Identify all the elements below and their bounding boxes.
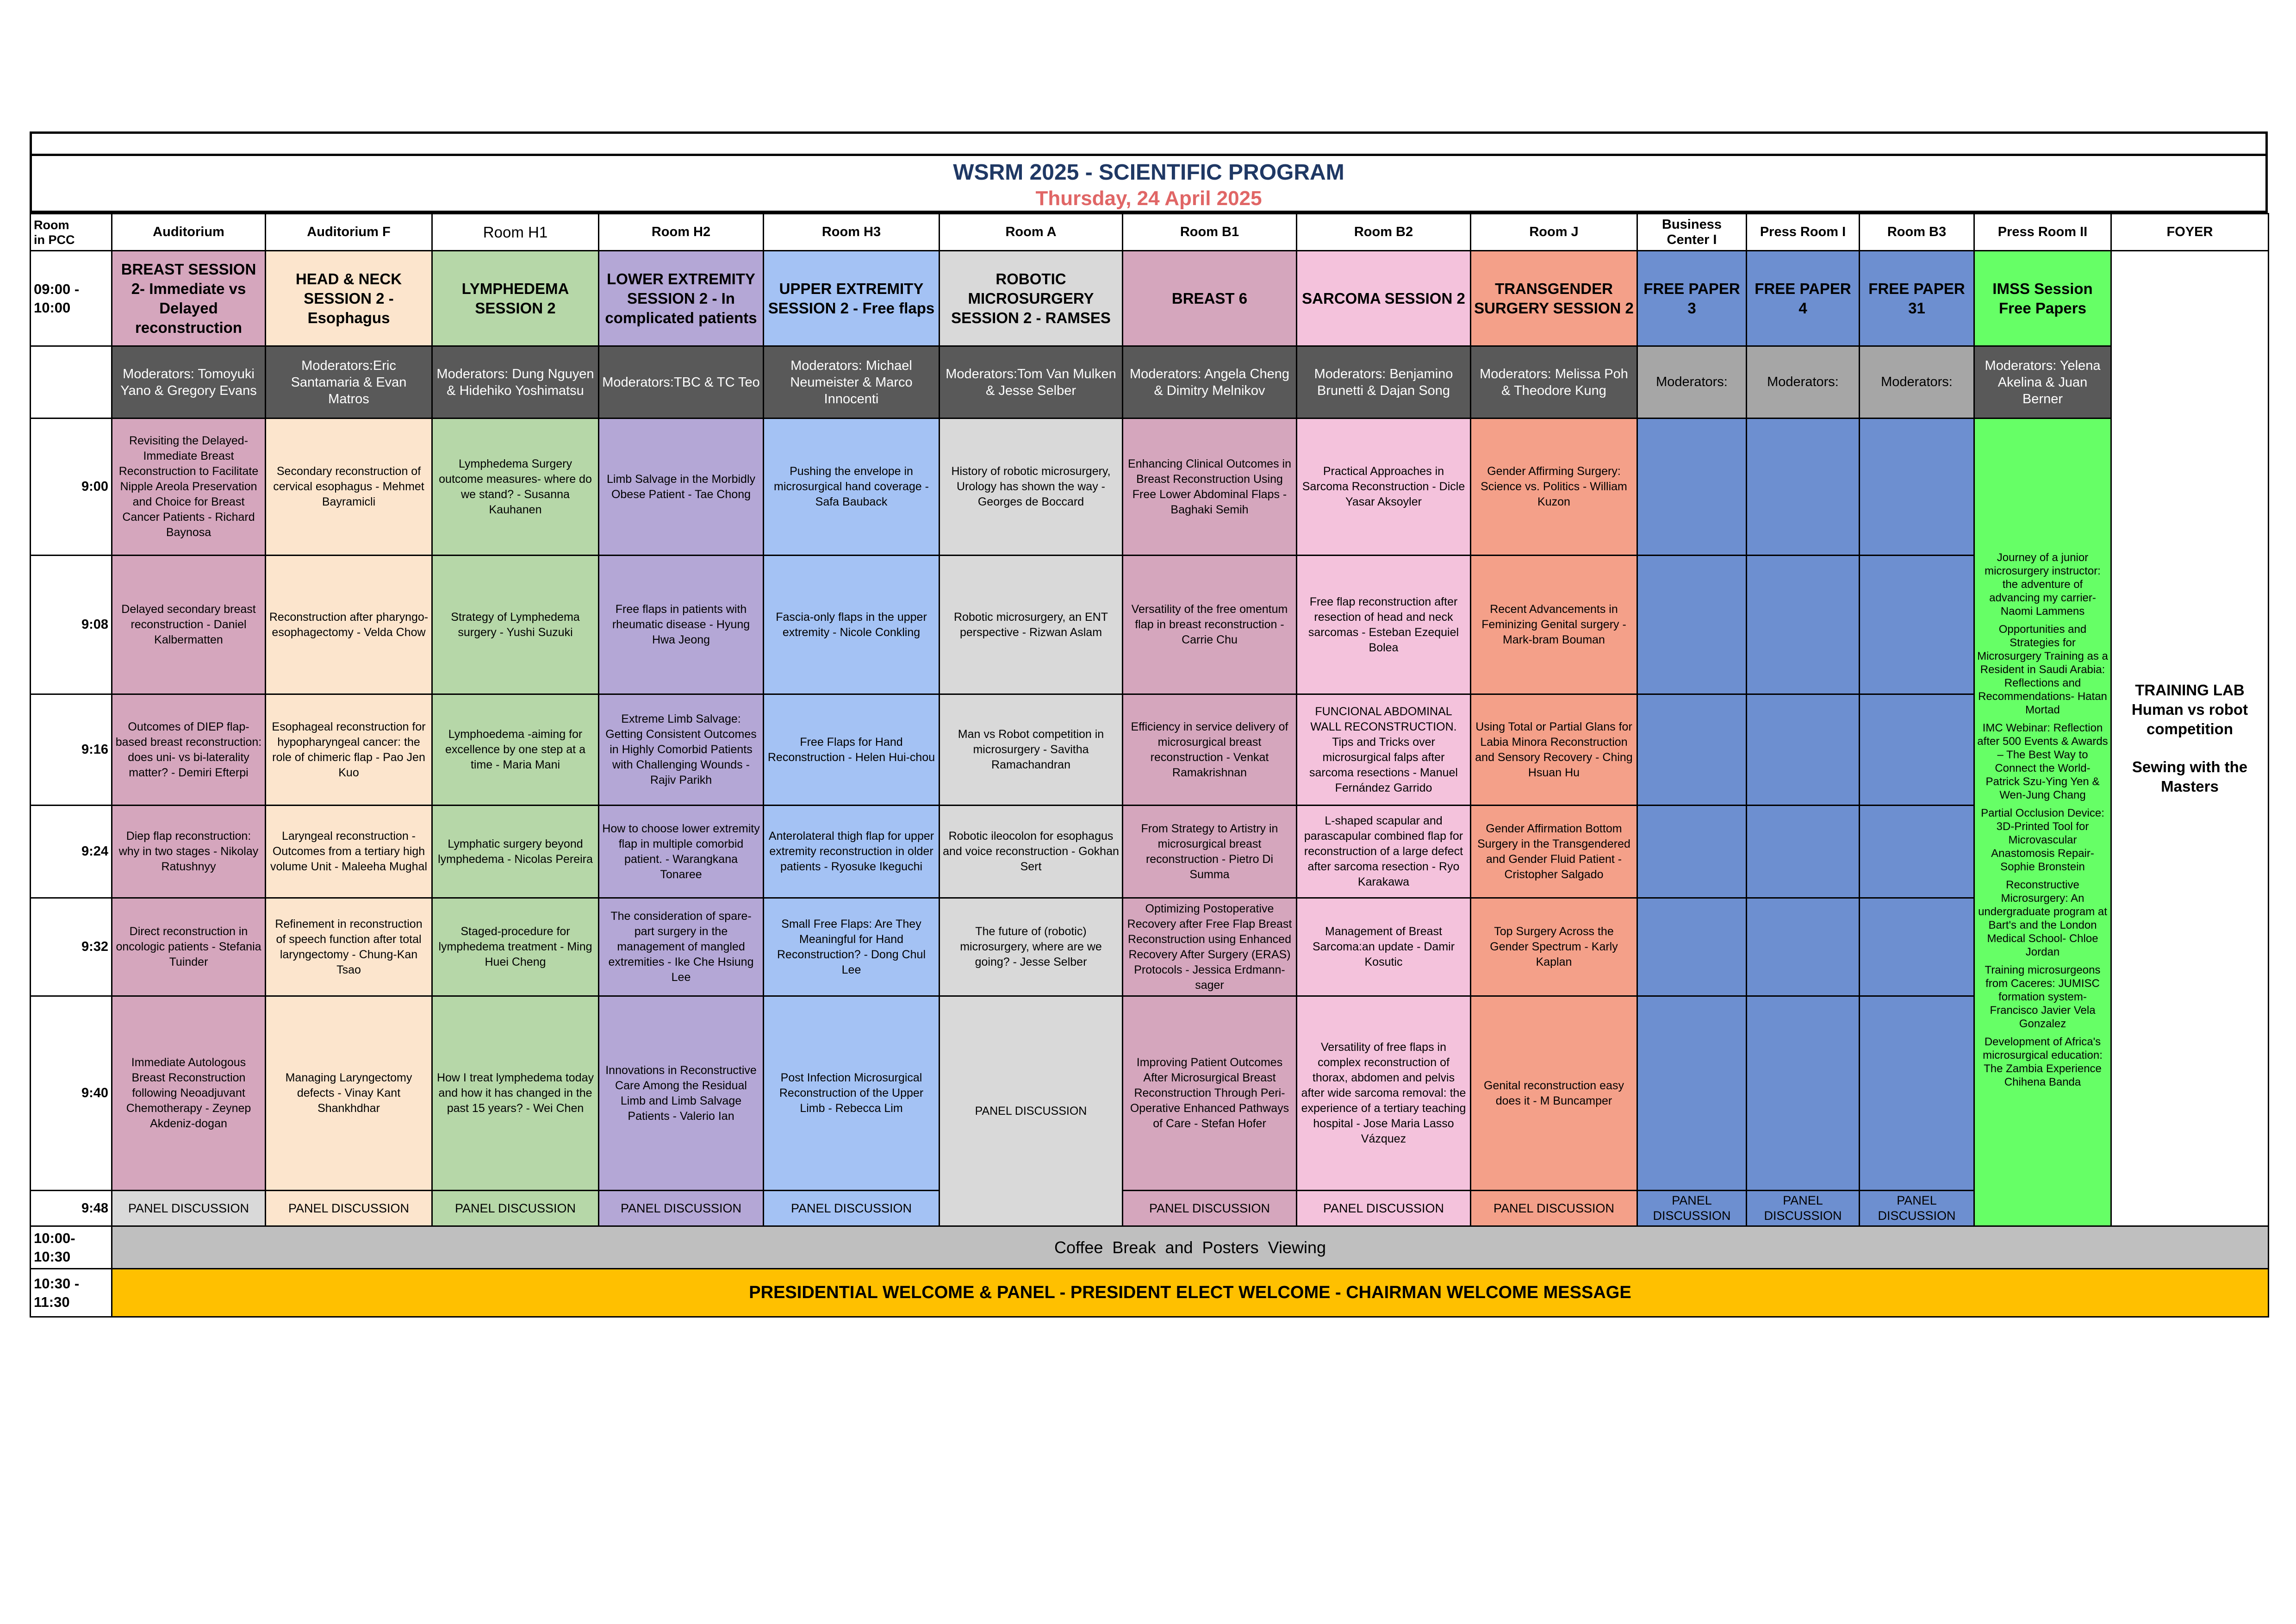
talk-cell: Reconstruction after pharyngo- esophagectomy - Velda Chow [266, 556, 432, 694]
talk-cell: Anterolateral thigh flap for upper extremity reconstruction in older patients - Ryosuke Ikeguchi [764, 806, 940, 898]
empty-slot [1637, 556, 1747, 694]
talk-cell: The consideration of spare-part surgery in the management of mangled extremities - Ike Che Hsiung Lee [599, 898, 764, 996]
imss-talk: Reconstructive Microsurgery: An undergraduate program at Bart's and the London Medical School- Chloe Jordan [1978, 879, 2107, 958]
moderator-row-time [31, 346, 112, 418]
slot-time-1: 9:08 [31, 556, 112, 694]
talk-cell: Extreme Limb Salvage: Getting Consistent Outcomes in Highly Comorbid Patients with Challenging Wounds - Rajiv Parikh [599, 694, 764, 806]
talk-cell: Direct reconstruction in oncologic patients - Stefania Tuinder [112, 898, 266, 996]
empty-slot [1747, 996, 1860, 1191]
panel-discussion-1: PANEL DISCUSSION [266, 1191, 432, 1226]
talk-cell: Managing Laryngectomy defects - Vinay Kant Shankhdhar [266, 996, 432, 1191]
talk-cell: Lymphatic surgery beyond lymphedema - Nicolas Pereira [432, 806, 599, 898]
empty-slot [1747, 418, 1860, 556]
talk-cell: Post Infection Microsurgical Reconstruction of the Upper Limb - Rebecca Lim [764, 996, 940, 1191]
talk-cell: Gender Affirming Surgery: Science vs. Politics - William Kuzon [1471, 418, 1637, 556]
talk-cell: Versatility of free flaps in complex reconstruction of thorax, abdomen and pelvis after wide sarcoma removal: the experience of a tertiary teaching hospital - Jose Maria Lasso Vázquez [1297, 996, 1471, 1191]
panel-discussion-2: PANEL DISCUSSION [432, 1191, 599, 1226]
session-title-4: UPPER EXTREMITY SESSION 2 - Free flaps [764, 251, 940, 346]
talk-cell: Enhancing Clinical Outcomes in Breast Reconstruction Using Free Lower Abdominal Flaps - Baghaki Semih [1123, 418, 1297, 556]
talk-cell: From Strategy to Artistry in microsurgical breast reconstruction - Pietro Di Summa [1123, 806, 1297, 898]
room-header-1: Auditorium F [266, 214, 432, 251]
imss-talk: Journey of a junior microsurgery instructor: the adventure of advancing my carrier- Naomi Lammens [1985, 551, 2101, 618]
talk-cell: The future of (robotic) microsurgery, where are we going? - Jesse Selber [940, 898, 1123, 996]
time-block-1: 09:00 - 10:00 [31, 251, 112, 346]
talk-cell: Fascia-only flaps in the upper extremity - Nicole Conkling [764, 556, 940, 694]
talk-cell: Management of Breast Sarcoma:an update - Damir Kosutic [1297, 898, 1471, 996]
talk-cell: Delayed secondary breast reconstruction - Daniel Kalbermatten [112, 556, 266, 694]
talk-cell: Pushing the envelope in microsurgical hand coverage - Safa Bauback [764, 418, 940, 556]
sheet-top-bar [30, 131, 2268, 154]
talk-cell: Staged-procedure for lymphedema treatment - Ming Huei Cheng [432, 898, 599, 996]
talk-cell: Lymphoedema -aiming for excellence by one step at a time - Maria Mani [432, 694, 599, 806]
panel-discussion-room-a: PANEL DISCUSSION [940, 996, 1123, 1226]
empty-slot [1860, 996, 1974, 1191]
panel-time: 9:48 [31, 1191, 112, 1226]
panel-discussion-10: PANEL DISCUSSION [1747, 1191, 1860, 1226]
schedule-table [30, 213, 2269, 1318]
room-header-3: Room H2 [599, 214, 764, 251]
room-header-12: Press Room II [1974, 214, 2111, 251]
room-header-11: Room B3 [1860, 214, 1974, 251]
talk-cell: Robotic microsurgery, an ENT perspective - Rizwan Aslam [940, 556, 1123, 694]
session-title-1: HEAD & NECK SESSION 2 - Esophagus [266, 251, 432, 346]
room-label: Room in PCC [31, 214, 112, 251]
session-title-12: IMSS Session Free Papers [1974, 251, 2111, 346]
moderators-9: Moderators: [1637, 346, 1747, 418]
room-header-9: Business Center I [1637, 214, 1747, 251]
imss-talk: Opportunities and Strategies for Microsurgery Training as a Resident in Saudi Arabia: Reflections and Recommendations- Hatan Mortad [1977, 623, 2108, 716]
talk-cell: Robotic ileocolon for esophagus and voice reconstruction - Gokhan Sert [940, 806, 1123, 898]
talk-cell: Outcomes of DIEP flap-based breast reconstruction: does uni- vs bi-laterality matter? - Demiri Efterpi [112, 694, 266, 806]
room-header-8: Room J [1471, 214, 1637, 251]
talk-cell: FUNCIONAL ABDOMINAL WALL RECONSTRUCTION. Tips and Tricks over microsurgical falps after sarcoma resections - Manuel Fernández Garrido [1297, 694, 1471, 806]
talk-cell: Efficiency in service delivery of microsurgical breast reconstruction - Venkat Ramakrishnan [1123, 694, 1297, 806]
talk-cell: Limb Salvage in the Morbidly Obese Patient - Tae Chong [599, 418, 764, 556]
moderators-8: Moderators: Melissa Poh & Theodore Kung [1471, 346, 1637, 418]
moderators-0: Moderators: Tomoyuki Yano & Gregory Evans [112, 346, 266, 418]
room-header-10: Press Room I [1747, 214, 1860, 251]
session-title-6: BREAST 6 [1123, 251, 1297, 346]
empty-slot [1747, 694, 1860, 806]
moderators-5: Moderators:Tom Van Mulken & Jesse Selber [940, 346, 1123, 418]
talk-cell: Recent Advancements in Feminizing Genital surgery - Mark-bram Bouman [1471, 556, 1637, 694]
session-title-9: FREE PAPER 3 [1637, 251, 1747, 346]
slot-time-3: 9:24 [31, 806, 112, 898]
talk-cell: Refinement in reconstruction of speech function after total laryngectomy - Chung-Kan Tsao [266, 898, 432, 996]
empty-slot [1860, 898, 1974, 996]
moderators-10: Moderators: [1747, 346, 1860, 418]
talk-cell: Practical Approaches in Sarcoma Reconstruction - Dicle Yasar Aksoyler [1297, 418, 1471, 556]
panel-discussion-7: PANEL DISCUSSION [1297, 1191, 1471, 1226]
empty-slot [1637, 806, 1747, 898]
moderators-2: Moderators: Dung Nguyen & Hidehiko Yoshimatsu [432, 346, 599, 418]
imss-talk: IMC Webinar: Reflection after 500 Events & Awards – The Best Way to Connect the World- Patrick Szu-Ying Yen & Wen-Jung Chang [1977, 722, 2108, 801]
empty-slot [1747, 898, 1860, 996]
talk-cell: Man vs Robot competition in microsurgery - Savitha Ramachandran [940, 694, 1123, 806]
empty-slot [1860, 418, 1974, 556]
session-title-7: SARCOMA SESSION 2 [1297, 251, 1471, 346]
imss-talks-cell [1974, 418, 2111, 1226]
talk-cell: Improving Patient Outcomes After Microsurgical Breast Reconstruction Through Peri-Operative Enhanced Pathways of Care - Stefan Hofer [1123, 996, 1297, 1191]
talk-cell: Lymphedema Surgery outcome measures- where do we stand? - Susanna Kauhanen [432, 418, 599, 556]
empty-slot [1637, 996, 1747, 1191]
talk-cell: Strategy of Lymphedema surgery - Yushi Suzuki [432, 556, 599, 694]
moderators-4: Moderators: Michael Neumeister & Marco Innocenti [764, 346, 940, 418]
foyer-training-lab [2111, 251, 2269, 1226]
talk-cell: Diep flap reconstruction: why in two stages - Nikolay Ratushnyy [112, 806, 266, 898]
moderators-1: Moderators:Eric Santamaria & Evan Matros [266, 346, 432, 418]
talk-cell: History of robotic microsurgery, Urology has shown the way - Georges de Boccard [940, 418, 1123, 556]
room-header-0: Auditorium [112, 214, 266, 251]
empty-slot [1860, 694, 1974, 806]
panel-discussion-6: PANEL DISCUSSION [1123, 1191, 1297, 1226]
panel-discussion-4: PANEL DISCUSSION [764, 1191, 940, 1226]
talk-cell: Revisiting the Delayed-Immediate Breast Reconstruction to Facilitate Nipple Areola Preservation and Choice for Breast Cancer Patients - Richard Baynosa [112, 418, 266, 556]
sewing-with-masters: Sewing with the Masters [2132, 758, 2248, 795]
coffee-time: 10:00- 10:30 [31, 1226, 112, 1269]
panel-discussion-8: PANEL DISCUSSION [1471, 1191, 1637, 1226]
talk-cell: Gender Affirmation Bottom Surgery in the Transgendered and Gender Fluid Patient - Cristopher Salgado [1471, 806, 1637, 898]
presidential-welcome: PRESIDENTIAL WELCOME & PANEL - PRESIDENT ELECT WELCOME - CHAIRMAN WELCOME MESSAGE [112, 1269, 2269, 1317]
moderators-7: Moderators: Benjamino Brunetti & Dajan Song [1297, 346, 1471, 418]
training-lab-title: TRAINING LAB Human vs robot competition [2131, 681, 2248, 737]
room-header-4: Room H3 [764, 214, 940, 251]
session-title-5: ROBOTIC MICROSURGERY SESSION 2 - RAMSES [940, 251, 1123, 346]
talk-cell: Esophageal reconstruction for hypopharyngeal cancer: the role of chimeric flap - Pao Jen Kuo [266, 694, 432, 806]
talk-cell: Free Flaps for Hand Reconstruction - Helen Hui-chou [764, 694, 940, 806]
imss-talk: Partial Occlusion Device: 3D-Printed Tool for Microvascular Anastomosis Repair- Sophie Bronstein [1981, 807, 2104, 873]
room-header-13: FOYER [2111, 214, 2269, 251]
talk-cell: Free flap reconstruction after resection of head and neck sarcomas - Esteban Ezequiel Bolea [1297, 556, 1471, 694]
talk-cell: Immediate Autologous Breast Reconstruction following Neoadjuvant Chemotherapy - Zeynep Akdeniz-dogan [112, 996, 266, 1191]
talk-cell: Using Total or Partial Glans for Labia Minora Reconstruction and Sensory Recovery - Ching Hsuan Hu [1471, 694, 1637, 806]
empty-slot [1860, 556, 1974, 694]
room-header-6: Room B1 [1123, 214, 1297, 251]
session-title-11: FREE PAPER 31 [1860, 251, 1974, 346]
panel-discussion-0: PANEL DISCUSSION [112, 1191, 266, 1226]
room-header-5: Room A [940, 214, 1123, 251]
talk-cell: Free flaps in patients with rheumatic disease - Hyung Hwa Jeong [599, 556, 764, 694]
talk-cell: How I treat lymphedema today and how it has changed in the past 15 years? - Wei Chen [432, 996, 599, 1191]
session-title-2: LYMPHEDEMA SESSION 2 [432, 251, 599, 346]
room-header-2: Room H1 [432, 214, 599, 251]
page-subtitle: Thursday, 24 April 2025 [1035, 187, 1262, 210]
title-box [30, 154, 2268, 213]
moderators-11: Moderators: [1860, 346, 1974, 418]
talk-cell: L-shaped scapular and parascapular combined flap for reconstruction of a large defect after sarcoma resection - Ryo Karakawa [1297, 806, 1471, 898]
moderators-3: Moderators:TBC & TC Teo [599, 346, 764, 418]
talk-cell: Small Free Flaps: Are They Meaningful for Hand Reconstruction? - Dong Chul Lee [764, 898, 940, 996]
talk-cell: Top Surgery Across the Gender Spectrum - Karly Kaplan [1471, 898, 1637, 996]
slot-time-5: 9:40 [31, 996, 112, 1191]
imss-talk: Development of Africa's microsurgical education: The Zambia Experience Chihena Banda [1983, 1036, 2103, 1088]
moderators-12: Moderators: Yelena Akelina & Juan Berner [1974, 346, 2111, 418]
slot-time-4: 9:32 [31, 898, 112, 996]
empty-slot [1860, 806, 1974, 898]
empty-slot [1637, 418, 1747, 556]
empty-slot [1637, 898, 1747, 996]
talk-cell: Optimizing Postoperative Recovery after Free Flap Breast Reconstruction using Enhanced Recovery After Surgery (ERAS) Protocols - Jessica Erdmann-sager [1123, 898, 1297, 996]
talk-cell: Genital reconstruction easy does it - M Buncamper [1471, 996, 1637, 1191]
session-title-0: BREAST SESSION 2- Immediate vs Delayed reconstruction [112, 251, 266, 346]
session-title-3: LOWER EXTREMITY SESSION 2 - In complicated patients [599, 251, 764, 346]
session-title-8: TRANSGENDER SURGERY SESSION 2 [1471, 251, 1637, 346]
empty-slot [1747, 556, 1860, 694]
welcome-time: 10:30 - 11:30 [31, 1269, 112, 1317]
program-sheet [30, 131, 2268, 1318]
room-header-7: Room B2 [1297, 214, 1471, 251]
slot-time-0: 9:00 [31, 418, 112, 556]
panel-discussion-11: PANEL DISCUSSION [1860, 1191, 1974, 1226]
moderators-6: Moderators: Angela Cheng & Dimitry Melnikov [1123, 346, 1297, 418]
panel-discussion-3: PANEL DISCUSSION [599, 1191, 764, 1226]
talk-cell: Laryngeal reconstruction - Outcomes from a tertiary high volume Unit - Maleeha Mughal [266, 806, 432, 898]
empty-slot [1747, 806, 1860, 898]
coffee-break: Coffee Break and Posters Viewing [112, 1226, 2269, 1269]
talk-cell: Secondary reconstruction of cervical esophagus - Mehmet Bayramicli [266, 418, 432, 556]
slot-time-2: 9:16 [31, 694, 112, 806]
talk-cell: How to choose lower extremity flap in multiple comorbid patient. - Warangkana Tonaree [599, 806, 764, 898]
panel-discussion-9: PANEL DISCUSSION [1637, 1191, 1747, 1226]
empty-slot [1637, 694, 1747, 806]
talk-cell: Versatility of the free omentum flap in breast reconstruction - Carrie Chu [1123, 556, 1297, 694]
session-title-10: FREE PAPER 4 [1747, 251, 1860, 346]
talk-cell: Innovations in Reconstructive Care Among the Residual Limb and Limb Salvage Patients - Valerio Ian [599, 996, 764, 1191]
page-title: WSRM 2025 - SCIENTIFIC PROGRAM [953, 160, 1344, 185]
imss-talk: Training microsurgeons from Caceres: JUMISC formation system- Francisco Javier Vela Gonzalez [1985, 964, 2101, 1030]
